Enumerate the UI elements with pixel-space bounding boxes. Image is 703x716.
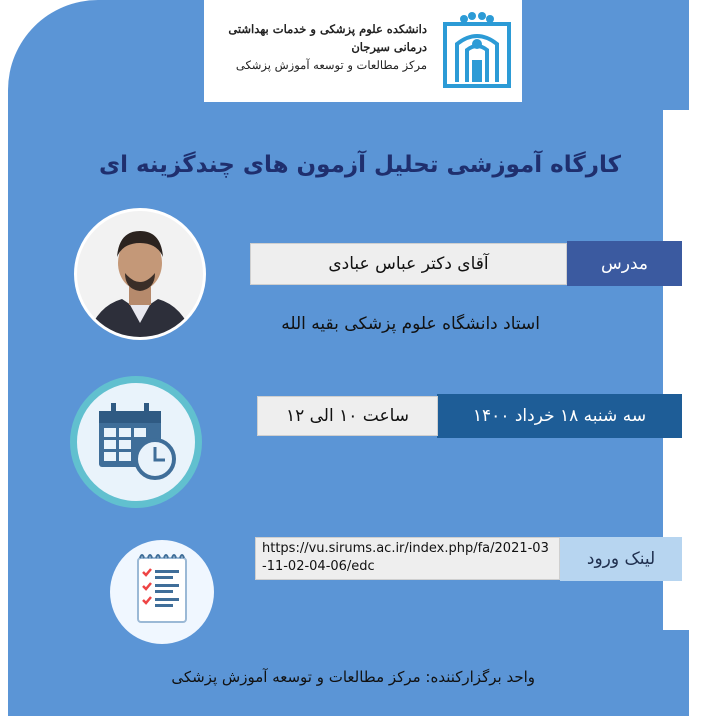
org-name bbox=[222, 20, 427, 74]
event-date: سه شنبه ۱۸ خرداد ۱۴۰۰ bbox=[437, 394, 682, 438]
instructor-name: آقای دکتر عباس عبادی bbox=[250, 243, 567, 285]
link-label: لینک ورود bbox=[560, 537, 682, 581]
header-banner bbox=[204, 0, 522, 102]
org-name-line2: مرکز مطالعات و توسعه آموزش پزشکی bbox=[235, 58, 427, 72]
checklist-notes-icon bbox=[110, 540, 214, 644]
university-logo-icon bbox=[442, 10, 512, 88]
instructor-photo bbox=[74, 208, 206, 340]
instructor-affiliation: استاد دانشگاه علوم پزشکی بقیه الله bbox=[281, 314, 540, 334]
calendar-clock-icon bbox=[77, 383, 195, 501]
notes-badge bbox=[110, 540, 214, 644]
instructor-label: مدرس bbox=[567, 241, 682, 286]
calendar-badge bbox=[70, 376, 202, 508]
event-time: ساعت ۱۰ الی ۱۲ bbox=[257, 396, 438, 436]
join-link[interactable]: https://vu.sirums.ac.ir/index.php/fa/2021-03-11-02-04-06/edc bbox=[255, 537, 560, 580]
org-name-line1: دانشکده علوم پزشکی و خدمات بهداشتی درمانی سیرجان bbox=[228, 22, 427, 54]
organizer-footer: واحد برگزارکننده: مرکز مطالعات و توسعه آموزش پزشکی bbox=[171, 668, 535, 686]
background-panel bbox=[8, 0, 689, 716]
portrait-icon bbox=[77, 211, 203, 337]
page-title: کارگاه آموزشی تحلیل آزمون های چندگزینه ای bbox=[98, 152, 622, 178]
